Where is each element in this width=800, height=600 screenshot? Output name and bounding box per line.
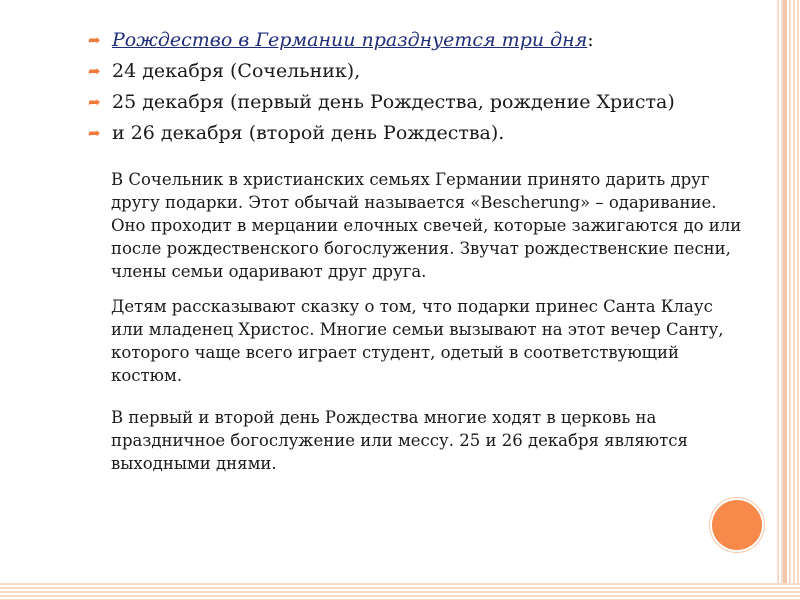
paragraph-christmas-eve: [111, 168, 771, 283]
bullet-text: 24 декабря (Сочельник),: [112, 60, 361, 82]
paragraph-line: Оно проходит в мерцании елочных свечей, которые зажигаются до или: [111, 216, 742, 235]
heading-link[interactable]: Рождество в Германии празднуется три дня: [112, 29, 588, 51]
decorative-bottom-border: [0, 583, 800, 600]
bullet-arrow-icon: ➦: [88, 93, 101, 111]
bullet-arrow-icon: ➦: [88, 124, 101, 142]
decorative-orange-circle: [712, 500, 762, 550]
bullet-arrow-icon: ➦: [88, 31, 101, 49]
bullet-text: и 26 декабря (второй день Рождества).: [112, 122, 505, 144]
paragraph-line: или младенец Христос. Многие семьи вызывают на этот вечер Санту,: [111, 320, 724, 339]
paragraph-line: праздничное богослужение или мессу. 25 и 26 декабря являются: [111, 431, 688, 450]
bullet-item-dec26: [88, 118, 768, 149]
bullet-list: [88, 25, 768, 149]
bullet-item-heading: [88, 25, 768, 56]
paragraph-line: Детям рассказывают сказку о том, что подарки принес Санта Клаус: [111, 297, 713, 316]
paragraph-line: после рождественского богослужения. Звучат рождественские песни,: [111, 239, 731, 258]
bullet-arrow-icon: ➦: [88, 62, 101, 80]
paragraph-line: другу подарки. Этот обычай называется «Bescherung» – одаривание.: [111, 193, 717, 212]
paragraph-santa-claus: [111, 295, 771, 387]
paragraph-line: которого чаще всего играет студент, одетый в соответствующий: [111, 343, 680, 362]
paragraph-church-service: [111, 406, 771, 475]
paragraph-line: В первый и второй день Рождества многие ходят в церковь на: [111, 408, 657, 427]
bullet-item-dec24: [88, 56, 768, 87]
decorative-right-border: [777, 0, 800, 600]
paragraph-line: члены семьи одаривают друг друга.: [111, 262, 427, 281]
bullet-text: 25 декабря (первый день Рождества, рождение Христа): [112, 91, 675, 113]
heading-colon: :: [587, 29, 594, 51]
paragraph-line: выходными днями.: [111, 454, 277, 473]
paragraph-line: костюм.: [111, 366, 183, 385]
paragraph-line: В Сочельник в христианских семьях Германии принято дарить друг: [111, 170, 710, 189]
bullet-item-dec25: [88, 87, 768, 118]
